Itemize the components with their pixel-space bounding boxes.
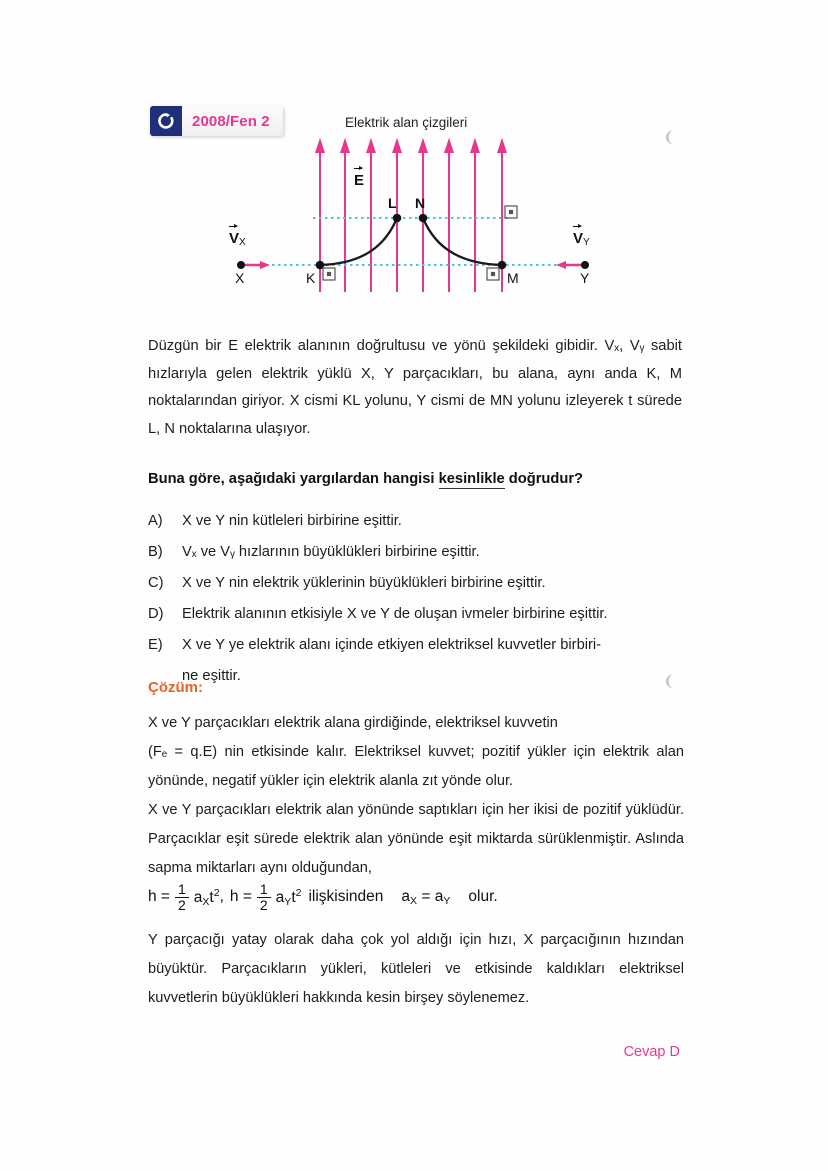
point-y: [581, 261, 589, 269]
acceleration-formula: [148, 882, 498, 912]
point-l: [393, 214, 402, 223]
answer-options: [148, 508, 693, 691]
vy-arrow: [556, 261, 585, 269]
option-a[interactable]: [148, 508, 693, 536]
formula-ax: aXt$^2$: [193, 886, 220, 908]
formula-comma: ,: [219, 888, 224, 906]
solution-p3: X ve Y parçacıkları elektrik alan yönünde saptıkları için her ikisi de pozitif yüklüdür. Parçacıklar eşit sürede elektrik alan yönünde eşit miktarda sürüklenmiştir. Aslında sapma miktarları aynı olduğundan,: [148, 802, 684, 876]
solution-p1: X ve Y parçacıkları elektrik alana girdiğinde, elektriksel kuvvetin: [148, 715, 558, 731]
physics-diagram: [215, 112, 615, 307]
prompt-after: doğrudur?: [504, 471, 584, 487]
frac2-numerator: 1: [259, 881, 268, 897]
vx-arrow: [241, 261, 270, 269]
figure-title: Elektrik alan çizgileri: [345, 115, 468, 130]
solution-paragraph-4: [148, 926, 684, 1013]
option-d-text: Elektrik alanının etkisiyle X ve Y de oluşan ivmeler birbirine eşittir.: [182, 606, 608, 622]
label-y: Y: [580, 270, 590, 286]
solution-paragraph-1: [148, 709, 684, 738]
solution-heading: Çözüm:: [148, 679, 203, 696]
trajectory-kl: [320, 218, 397, 265]
point-n: [419, 214, 428, 223]
field-lines: [316, 141, 505, 292]
option-c[interactable]: [148, 570, 693, 598]
solution-paragraph-3: [148, 796, 684, 883]
prompt-underlined: kesinlikle: [438, 471, 505, 487]
formula-tail: olur.: [468, 888, 498, 906]
solution-p4: Y parçacığı yatay olarak daha çok yol aldığı için hızı, X parçacığının hızından büyüktür. Parçacıkların yükleri, kütleleri ve etkisinde kaldıkları elektriksel kuvvetlerin büyüklükleri hakkında kesin birşey söylenemez.: [148, 932, 684, 1006]
vy-subscript: Y: [583, 237, 590, 248]
refresh-circle-icon: [150, 106, 182, 136]
option-a-key: A): [148, 513, 163, 529]
field-vector-label: E: [354, 172, 365, 189]
label-n: N: [415, 195, 426, 211]
option-e-key: E): [148, 637, 163, 653]
label-vx: $V_X$: [229, 230, 246, 248]
question-prompt: [148, 466, 688, 493]
question-paragraph: [148, 333, 682, 443]
point-x: [237, 261, 245, 269]
option-c-key: C): [148, 575, 164, 591]
label-x: X: [235, 270, 245, 286]
formula-h1: h =: [148, 888, 170, 906]
prompt-before: Buna göre, aşağıdaki yargılardan hangisi: [148, 471, 439, 487]
formula-h2: h =: [229, 888, 252, 906]
option-e[interactable]: [148, 632, 693, 660]
frac2-denominator: 2: [257, 897, 271, 913]
formula-fraction-2: [257, 882, 271, 912]
label-k: K: [306, 270, 316, 286]
option-b[interactable]: [148, 539, 693, 567]
scan-artifact-mid: ❨: [663, 673, 676, 690]
option-d-key: D): [148, 606, 164, 622]
question-text: Düzgün bir E elektrik alanının doğrultusu ve yönü şekildeki gibidir. Vₓ, Vᵧ sabit hızlarıyla gelen elektrik yüklü X, Y parçacıkları, bu alana, aynı anda K, M noktalarından giriyor. X cismi KL yolunu, Y cismi de MN yolunu izleyerek t sürede L, N noktalarına ulaşıyor.: [148, 338, 682, 437]
option-b-text: Vₓ ve Vᵧ hızlarının büyüklükleri birbirine eşittir.: [182, 544, 480, 560]
trajectory-mn: [423, 218, 502, 265]
formula-fraction-1: [175, 882, 189, 912]
vx-subscript: X: [239, 237, 246, 248]
formula-equality: aX = aY: [401, 887, 451, 907]
answer-label: Cevap D: [623, 1044, 680, 1060]
formula-relation: ilişkisinden: [308, 888, 384, 906]
label-m: M: [507, 270, 519, 286]
label-l: L: [388, 195, 397, 211]
solution-p2: (Fₑ = q.E) nin etkisinde kalır. Elektriksel kuvvet; pozitif yükler için elektrik alan yönünde, negatif yükler için elektrik alanla zıt yönde olur.: [148, 744, 684, 789]
formula-ay: aYt$^2$: [275, 886, 302, 908]
option-b-key: B): [148, 544, 163, 560]
option-d[interactable]: [148, 601, 693, 629]
option-e-continuation: ne eşittir.: [182, 668, 241, 684]
source-badge-label: 2008/Fen 2: [182, 106, 283, 136]
solution-paragraph-2: [148, 738, 684, 796]
option-a-text: X ve Y nin kütleleri birbirine eşittir.: [182, 513, 402, 529]
frac1-numerator: 1: [177, 881, 186, 897]
label-vy: $V_Y$: [573, 230, 590, 248]
option-e-text: X ve Y ye elektrik alanı içinde etkiyen elektriksel kuvvetler birbiri-: [182, 637, 602, 653]
frac1-denominator: 2: [175, 897, 189, 913]
option-c-text: X ve Y nin elektrik yüklerinin büyüklükleri birbirine eşittir.: [182, 575, 546, 591]
scan-artifact-top: ❨: [663, 129, 676, 146]
